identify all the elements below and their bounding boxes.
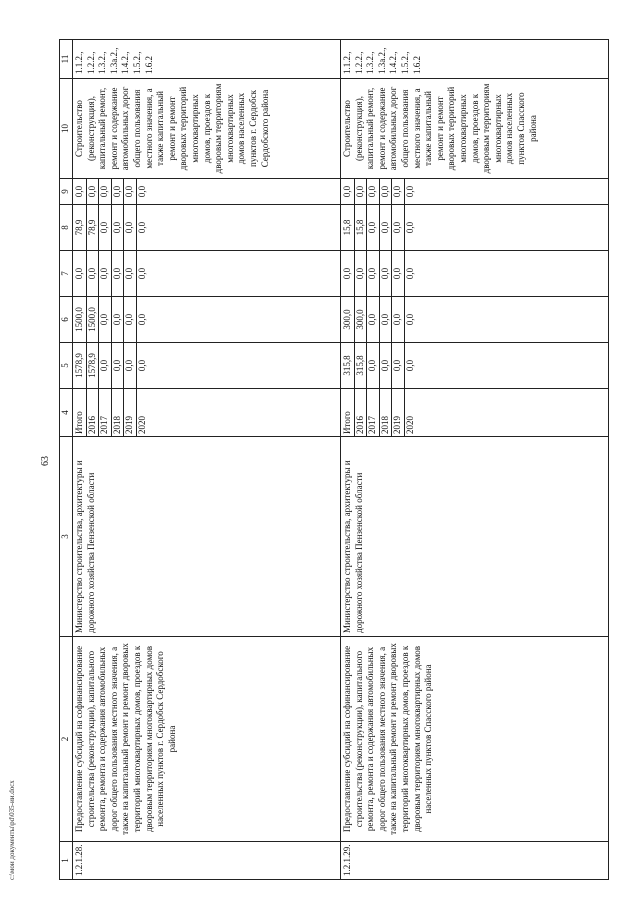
value: 0,0: [87, 179, 100, 204]
value: 0,0: [136, 313, 147, 326]
value: 0,0: [342, 179, 355, 204]
indicator: 1.3а.2.,: [376, 47, 387, 74]
value: 0,0: [112, 297, 125, 342]
value: 0,0: [355, 179, 368, 204]
federal-funding-cell: [341, 251, 609, 297]
value: 0,0: [367, 205, 380, 250]
year-label: 2019: [392, 389, 405, 436]
year-label: 2016: [87, 389, 100, 436]
value: 0,0: [367, 179, 380, 204]
value: 0,0: [124, 343, 137, 388]
value: 0,0: [112, 343, 125, 388]
value: 0,0: [380, 343, 393, 388]
value: 0,0: [99, 343, 112, 388]
value: 0,0: [74, 251, 87, 296]
year-label: 2017: [367, 389, 380, 436]
year-label: 2017: [99, 389, 112, 436]
value: 0,0: [342, 251, 355, 296]
total-funding-cell: [341, 343, 609, 389]
value: 0,0: [99, 297, 112, 342]
value: 78,9: [87, 205, 100, 250]
indicators-cell: [73, 40, 341, 79]
value: 1500,0: [74, 297, 87, 342]
value: 0,0: [404, 185, 415, 198]
rotated-table-container: [59, 40, 619, 880]
value: 0,0: [124, 179, 137, 204]
years-cell: [73, 389, 341, 437]
col-header-8: 8: [60, 205, 73, 251]
value: 0,0: [136, 267, 147, 280]
col-header-1: 1: [60, 842, 73, 880]
value: 0,0: [99, 179, 112, 204]
col-header-9: 9: [60, 179, 73, 205]
value: 315,8: [355, 343, 368, 388]
indicator: 1.3а.2.,: [108, 47, 119, 74]
value: 0,0: [404, 267, 415, 280]
value: 0,0: [392, 179, 405, 204]
indicator: 1.1.2.,: [74, 51, 84, 74]
value: 78,9: [74, 205, 87, 250]
row-number: 1.2.1.28.: [73, 842, 341, 880]
col-header-5: 5: [60, 343, 73, 389]
value: 0,0: [367, 343, 380, 388]
value: 0,0: [112, 251, 125, 296]
indicator: 1.2.2.,: [353, 51, 364, 74]
value: 0,0: [112, 179, 125, 204]
year-label: 2020: [404, 416, 415, 434]
measure-description: Предоставление субсидий на софинансирование строительства (реконструкции), капитального ремонта, ремонта и содержания автомобильных дорог общего пользования местного значения, а также на капитальный ремонт и ремонт дворовых территорий многоквартирных домов, проездов к дворовым территориям многоквартирных домов населенных пунктов Спасского района: [341, 637, 609, 842]
indicator: 1.2.2.,: [85, 51, 96, 74]
col-header-2: 2: [60, 637, 73, 842]
executor: Министерство строительства, архитектуры и дорожного хозяйства Пензенской области: [341, 437, 609, 637]
indicator: 1.3.2.,: [97, 51, 108, 74]
value: 1578,9: [87, 343, 100, 388]
value: 0,0: [136, 221, 147, 234]
value: 0,0: [124, 251, 137, 296]
table-row: [341, 40, 609, 880]
indicator: 1.6.2: [411, 56, 422, 74]
value: 1500,0: [87, 297, 100, 342]
year-label: 2018: [380, 389, 393, 436]
col-header-4: 4: [60, 389, 73, 437]
value: 0,0: [392, 205, 405, 250]
value: 0,0: [380, 205, 393, 250]
value: 0,0: [404, 359, 415, 372]
value: 300,0: [342, 297, 355, 342]
other-funding-cell: [73, 179, 341, 205]
indicators-cell: [341, 40, 609, 79]
value: 0,0: [367, 297, 380, 342]
federal-funding-cell: [73, 251, 341, 297]
indicator: 1.6.2: [143, 56, 154, 74]
value: 300,0: [355, 297, 368, 342]
header-row: [60, 40, 73, 880]
year-label: 2016: [355, 389, 368, 436]
indicator: 1.4.2.,: [120, 51, 131, 74]
regional-funding-cell: [341, 297, 609, 343]
value: 0,0: [74, 179, 87, 204]
value: 0,0: [99, 205, 112, 250]
value: 0,0: [99, 251, 112, 296]
value: 0,0: [355, 251, 368, 296]
col-header-11: 11: [60, 40, 73, 79]
value: 0,0: [380, 297, 393, 342]
year-label: 2018: [112, 389, 125, 436]
value: 0,0: [124, 297, 137, 342]
executor: Министерство строительства, архитектуры и дорожного хозяйства Пензенской области: [73, 437, 341, 637]
indicator: 1.4.2.,: [388, 51, 399, 74]
row-number: 1.2.1.29.: [341, 842, 609, 880]
value: 315,8: [342, 343, 355, 388]
value: 0,0: [124, 205, 137, 250]
year-label: Итого: [342, 389, 355, 436]
total-funding-cell: [73, 343, 341, 389]
value: 0,0: [367, 251, 380, 296]
value: 0,0: [136, 359, 147, 372]
year-label: Итого: [74, 389, 87, 436]
value: 0,0: [392, 343, 405, 388]
value: 1578,9: [74, 343, 87, 388]
value: 0,0: [392, 251, 405, 296]
local-funding-cell: [73, 205, 341, 251]
value: 0,0: [392, 297, 405, 342]
value: 15,8: [355, 205, 368, 250]
col-header-3: 3: [60, 437, 73, 637]
local-funding-cell: [341, 205, 609, 251]
col-header-7: 7: [60, 251, 73, 297]
program-table: [59, 39, 609, 880]
value: 0,0: [87, 251, 100, 296]
table-row: [73, 40, 341, 880]
col-header-10: 10: [60, 79, 73, 179]
value: 0,0: [112, 205, 125, 250]
measure-description: Предоставление субсидий на софинансирование строительства (реконструкции), капитального ремонта, ремонта и содержания автомобильных дорог общего пользования местного значения, а также на капитальный ремонт и ремонт дворовых территорий многоквартирных домов, проездов к дворовым территориям многоквартирных домов населенных пунктов г. Сердобск Сердобского района: [73, 637, 341, 842]
page-number: 63: [40, 456, 51, 466]
value: 15,8: [342, 205, 355, 250]
value: 0,0: [380, 251, 393, 296]
value: 0,0: [136, 185, 147, 198]
year-label: 2019: [124, 389, 137, 436]
indicator: 1.3.2.,: [365, 51, 376, 74]
value: 0,0: [380, 179, 393, 204]
indicator: 1.5.2.,: [131, 51, 142, 74]
year-label: 2020: [136, 416, 147, 434]
regional-funding-cell: [73, 297, 341, 343]
expected-result: Строительство (реконструкция), капитальный ремонт, ремонт и содержание автомобильных дорог общего пользования местного значения, а также капитальный ремонт и ремонт дворовых территорий многоквартирных домов, проездов к дворовым территориям многоквартирных домов населенных пунктов г. Сердобск Сердобского района: [73, 79, 341, 179]
indicator: 1.1.2.,: [342, 51, 352, 74]
other-funding-cell: [341, 179, 609, 205]
footer-path: c:\мои документы\pd\035-ии.docx: [8, 780, 16, 880]
indicator: 1.5.2.,: [399, 51, 410, 74]
years-cell: [341, 389, 609, 437]
value: 0,0: [404, 221, 415, 234]
col-header-6: 6: [60, 297, 73, 343]
value: 0,0: [404, 313, 415, 326]
expected-result: Строительство (реконструкция), капитальный ремонт, ремонт и содержание автомобильных дорог общего пользования местного значения, а также капитальный ремонт и ремонт дворовых территорий многоквартирных домов, проездов к дворовым территориям многоквартирных домов населенных пунктов Спасского района: [341, 79, 609, 179]
